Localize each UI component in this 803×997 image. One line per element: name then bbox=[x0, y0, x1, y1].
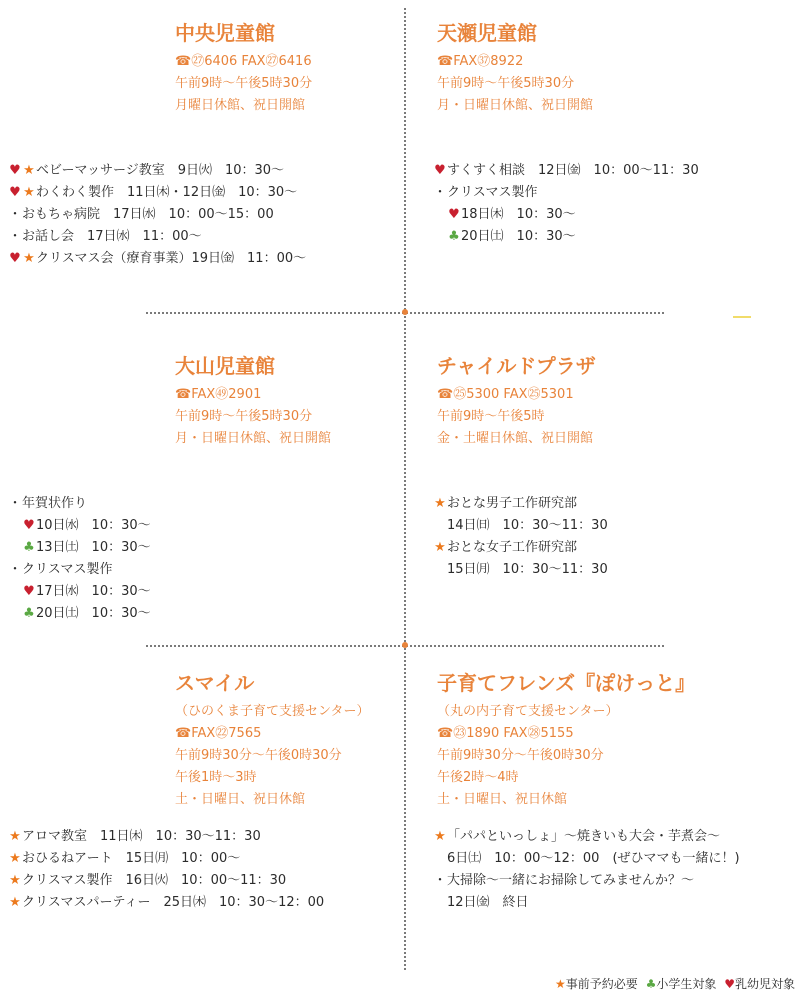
phone-icon: ☎ bbox=[437, 387, 454, 402]
bullet-icon: ・ bbox=[8, 207, 22, 222]
closed-days: 月曜日休館、祝日開館 bbox=[175, 98, 306, 113]
closed-days: 月・日曜日休館、祝日開館 bbox=[175, 431, 332, 446]
tel-fax bbox=[175, 51, 312, 73]
star-icon: ★ bbox=[9, 873, 21, 888]
decorative-tick bbox=[733, 316, 751, 318]
heart-icon: ♥ bbox=[23, 584, 35, 599]
heart-icon: ♥ bbox=[724, 977, 735, 991]
event-text: 14日㈰ 10：30〜11：30 bbox=[447, 518, 608, 533]
closed-days: 月・日曜日休館、祝日開館 bbox=[437, 98, 594, 113]
divider-dot-top bbox=[402, 309, 408, 315]
event-text: おもちゃ病院 17日㈬ 10：00〜15：00 bbox=[22, 207, 274, 222]
event-text: すくすく相談 12日㈮ 10：00〜11：30 bbox=[447, 163, 699, 178]
event-item bbox=[8, 537, 151, 559]
event-item bbox=[8, 515, 151, 537]
closed-days: 金・土曜日休館、祝日開館 bbox=[437, 431, 594, 446]
tel-fax bbox=[175, 384, 331, 406]
event-text: 10日㈬ 10：30〜 bbox=[36, 518, 151, 533]
bullet-icon: ・ bbox=[433, 873, 447, 888]
section-header-chuo bbox=[175, 18, 312, 117]
star-icon: ★ bbox=[434, 540, 446, 555]
event-item bbox=[8, 182, 306, 204]
event-text: 12日㈮ 終日 bbox=[447, 895, 529, 910]
tel-fax bbox=[437, 384, 596, 406]
event-item bbox=[8, 848, 324, 870]
star-icon: ★ bbox=[23, 163, 35, 178]
legend-reservation: 事前予約必要 bbox=[565, 977, 638, 991]
event-text: クリスマス製作 16日㈫ 10：00〜11：30 bbox=[22, 873, 287, 888]
event-list-child-plaza bbox=[433, 493, 608, 581]
event-text: 13日㈯ 10：30〜 bbox=[36, 540, 151, 555]
event-item bbox=[433, 160, 699, 182]
phone-icon: ☎ bbox=[175, 387, 192, 402]
section-subtitle: （丸の内子育て支援センター） bbox=[437, 704, 619, 719]
event-item bbox=[8, 559, 151, 581]
event-text: おとな女子工作研究部 bbox=[447, 540, 578, 555]
event-item bbox=[433, 537, 608, 559]
event-item bbox=[433, 226, 699, 248]
section-header-child-plaza bbox=[437, 351, 596, 450]
section-subtitle: （ひのくま子育て支援センター） bbox=[175, 704, 370, 719]
star-icon: ★ bbox=[23, 185, 35, 200]
clover-icon: ♣ bbox=[23, 540, 35, 555]
bullet-icon: ・ bbox=[8, 562, 22, 577]
section-header-oyama bbox=[175, 351, 331, 450]
opening-hours-afternoon: 午後1時〜3時 bbox=[175, 770, 257, 785]
section-header-pokketto bbox=[437, 668, 695, 811]
event-item bbox=[8, 892, 324, 914]
event-item bbox=[433, 559, 608, 581]
tel-text: ㉓1890 FAX㉘5155 bbox=[453, 726, 574, 741]
heart-icon: ♥ bbox=[9, 251, 21, 266]
event-item bbox=[8, 226, 306, 248]
phone-icon: ☎ bbox=[175, 726, 192, 741]
event-text: アロマ教室 11日㈭ 10：30〜11：30 bbox=[22, 829, 261, 844]
star-icon: ★ bbox=[9, 851, 21, 866]
star-icon: ★ bbox=[555, 977, 566, 991]
tel-text: ㉕5300 FAX㉕5301 bbox=[453, 387, 574, 402]
tel-fax bbox=[175, 723, 369, 745]
tel-fax bbox=[437, 51, 593, 73]
event-text: クリスマス会（療育事業）19日㈮ 11：00〜 bbox=[36, 251, 307, 266]
event-text: おとな男子工作研究部 bbox=[447, 496, 578, 511]
event-text: 15日㈪ 10：30〜11：30 bbox=[447, 562, 608, 577]
event-item bbox=[8, 248, 306, 270]
event-text: 20日㈯ 10：30〜 bbox=[36, 606, 151, 621]
clover-icon: ♣ bbox=[645, 977, 657, 991]
divider-dot-middle bbox=[402, 642, 408, 648]
event-text: 18日㈭ 10：30〜 bbox=[461, 207, 576, 222]
star-icon: ★ bbox=[23, 251, 35, 266]
bullet-icon: ・ bbox=[8, 496, 22, 511]
opening-hours: 午前9時〜午後5時30分 bbox=[175, 409, 313, 424]
legend bbox=[555, 975, 795, 992]
event-item bbox=[433, 204, 699, 226]
tel-text: FAX㊲8922 bbox=[453, 54, 524, 69]
tel-text: FAX㉒7565 bbox=[191, 726, 262, 741]
event-item bbox=[433, 182, 699, 204]
event-item bbox=[433, 892, 740, 914]
event-item bbox=[433, 848, 740, 870]
event-text: 年賀状作り bbox=[22, 496, 88, 511]
event-text: クリスマス製作 bbox=[447, 185, 538, 200]
vertical-divider bbox=[404, 8, 406, 970]
event-item bbox=[8, 826, 324, 848]
clover-icon: ♣ bbox=[448, 229, 460, 244]
event-text: わくわく製作 11日㈭・12日㈮ 10：30〜 bbox=[36, 185, 298, 200]
closed-days: 土・日曜日、祝日休館 bbox=[175, 792, 306, 807]
event-item bbox=[433, 493, 608, 515]
event-item bbox=[8, 581, 151, 603]
legend-infant: 乳幼児対象 bbox=[734, 977, 795, 991]
event-text: おひるねアート 15日㈪ 10：00〜 bbox=[22, 851, 241, 866]
tel-text: ㉗6406 FAX㉗6416 bbox=[191, 54, 312, 69]
section-title: スマイル bbox=[175, 671, 255, 695]
event-text: 「パパといっしょ」〜焼きいも大会・芋煮会〜 bbox=[447, 829, 721, 844]
star-icon: ★ bbox=[9, 895, 21, 910]
star-icon: ★ bbox=[434, 496, 446, 511]
event-list-oyama bbox=[8, 493, 151, 625]
event-item bbox=[433, 826, 740, 848]
bullet-icon: ・ bbox=[8, 229, 22, 244]
heart-icon: ♥ bbox=[434, 163, 446, 178]
star-icon: ★ bbox=[9, 829, 21, 844]
star-icon: ★ bbox=[434, 829, 446, 844]
opening-hours: 午前9時30分〜午後0時30分 bbox=[437, 748, 604, 763]
event-item bbox=[8, 493, 151, 515]
event-list-pokketto bbox=[433, 826, 740, 914]
opening-hours: 午前9時〜午後5時30分 bbox=[437, 76, 575, 91]
heart-icon: ♥ bbox=[23, 518, 35, 533]
event-text: 大掃除〜一緒にお掃除してみませんか？〜 bbox=[447, 873, 695, 888]
section-title: 子育てフレンズ『ぽけっと』 bbox=[437, 671, 696, 695]
clover-icon: ♣ bbox=[23, 606, 35, 621]
event-text: ベビーマッサージ教室 9日㈫ 10：30〜 bbox=[36, 163, 285, 178]
section-header-amase bbox=[437, 18, 593, 117]
event-text: クリスマスパーティー 25日㈭ 10：30〜12：00 bbox=[22, 895, 325, 910]
bullet-icon: ・ bbox=[433, 185, 447, 200]
event-item bbox=[8, 204, 306, 226]
section-title: 天瀬児童館 bbox=[437, 21, 537, 45]
heart-icon: ♥ bbox=[448, 207, 460, 222]
legend-elementary: 小学生対象 bbox=[656, 977, 717, 991]
event-text: 17日㈬ 10：30〜 bbox=[36, 584, 151, 599]
section-header-smile bbox=[175, 668, 369, 811]
event-text: お話し会 17日㈬ 11：00〜 bbox=[22, 229, 202, 244]
event-item bbox=[433, 515, 608, 537]
tel-fax bbox=[437, 723, 695, 745]
opening-hours: 午前9時〜午後5時 bbox=[437, 409, 545, 424]
opening-hours-afternoon: 午後2時〜4時 bbox=[437, 770, 519, 785]
event-list-chuo bbox=[8, 160, 306, 270]
event-item bbox=[8, 160, 306, 182]
section-title: 中央児童館 bbox=[175, 21, 275, 45]
section-title: 大山児童館 bbox=[175, 354, 275, 378]
heart-icon: ♥ bbox=[9, 185, 21, 200]
phone-icon: ☎ bbox=[437, 726, 454, 741]
closed-days: 土・日曜日、祝日休館 bbox=[437, 792, 568, 807]
event-list-amase bbox=[433, 160, 699, 248]
phone-icon: ☎ bbox=[437, 54, 454, 69]
phone-icon: ☎ bbox=[175, 54, 192, 69]
section-title: チャイルドプラザ bbox=[437, 354, 596, 378]
opening-hours: 午前9時30分〜午後0時30分 bbox=[175, 748, 342, 763]
event-text: クリスマス製作 bbox=[22, 562, 113, 577]
event-text: 20日㈯ 10：30〜 bbox=[461, 229, 576, 244]
opening-hours: 午前9時〜午後5時30分 bbox=[175, 76, 313, 91]
heart-icon: ♥ bbox=[9, 163, 21, 178]
event-list-smile bbox=[8, 826, 324, 914]
event-item bbox=[8, 870, 324, 892]
event-item bbox=[433, 870, 740, 892]
tel-text: FAX㊾2901 bbox=[191, 387, 262, 402]
event-item bbox=[8, 603, 151, 625]
event-text: 6日㈯ 10：00〜12：00 (ぜひママも一緒に！) bbox=[447, 851, 740, 866]
